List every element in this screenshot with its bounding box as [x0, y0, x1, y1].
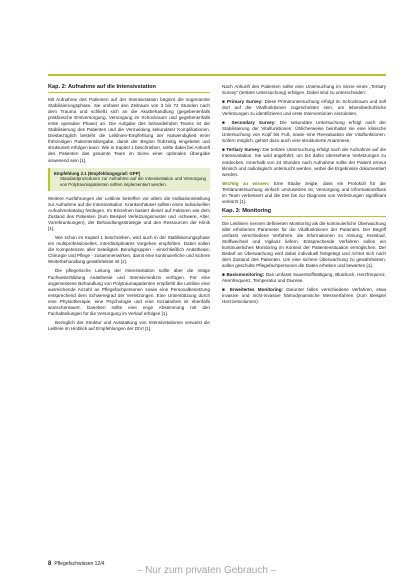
paragraph: Die Leitlinien nennen definierten Monitoring als die kontinuierliche Überwachung aller erhobenen Parameter für die Vitalfunktionen der Patienten. Der Begriff umfasst verschiedene Verfahren, die Informationen zu Atmung, Kreislauf, Stoffwechsel und Vigilanz liefern. Entsprechende Verfahren sollen ein kontinuierliches Monitoring im Kontext der Patientensituation ermöglichen. Der Bedarf an Überwachung wird dabei individuell festgelegt und richtet sich nach dem Zustand des Patienten. Um eine sichere Überwachung zu gewährleisten, sollen geschulte Pflegefachpersonen die Daten erheben und bewerten [1]. — [222, 220, 386, 269]
note-keyword: Wichtig zu wissen: — [222, 180, 270, 186]
recommendation-item: Standardprozeduren zur Aufnahme auf die Intensivstation und Versorgung von Polytraumapatienten sollten implementiert werden. — [60, 176, 206, 188]
paragraph: Die pflegerische Leitung der Intensivstation sollte über die nötige Fachweiterbildung Anästhesie und Intensivmedizin verfügen. Für eine angemessene Behandlung von Polytraumapatienten empfiehlt die Leitlinie eine ausreichende Anzahl an Pflegefachpersonen sowie eine Personalbesetzung entsprechend dem Schweregrad der Verletzungen. Eine Unterstützung durch eine Physiotherapie, eine Psychologie und eine Sozialarbeit ist ebenfalls wünschenswert. Daneben sollte eine enge Abstimmung mit den Fachabteilungen für die Versorgung im Verlauf erfolgen [1]. — [48, 268, 210, 316]
page-number: 8 — [48, 561, 52, 567]
list-item: ■ Secondary Survey: Die sekundäre Untersuchung erfolgt nach der Stabilisierung der Vitalfunktionen. Üblicherweise beinhaltet sie eine klinische Untersuchung von Kopf bis Fuß, sowie eine Reevaluation der Vitalfunktionen. Sofern möglich, gehört dazu auch eine strukturierte Anamnese. — [222, 120, 386, 144]
recommendation-title: Empfehlung 2.1 (Empfehlungsgrad: GPP) — [54, 170, 141, 176]
bullet-lead: Erweitertes Monitoring: — [229, 287, 284, 293]
top-accent-rule — [48, 74, 386, 76]
bullet-text: Die tertiäre Untersuchung erfolgt nach der Aufnahme auf die Intensivstation. Sie wird angeführt, um bis dahin übersehene Verletzungen zu entdecken. Innerhalb von 24 Stunden nach Aufnahme sollte der Patient erneut klinisch und radiologisch untersucht werden, wobei die Ergebnisse dokumentiert werden. — [222, 147, 387, 177]
section-heading-aufnahme: Kap. 2: Aufnahme auf die Intensivstation — [48, 84, 210, 93]
journal-name: Pflegefachwissen 12/4 — [54, 561, 105, 567]
important-note — [222, 181, 386, 205]
bullet-text: Darunter fallen verschiedene Verfahren, etwa invasive und nicht-invasive hämodynamische Messverfahren (zum Beispiel Herzzeitvolumen). — [222, 287, 386, 305]
paragraph: Weitere Ausführungen der Leitlinie betreffen vor allem die Indikationsstellung zur Aufnahme auf die Intensivstation. Krankenhäuser sollten einen individuellen Aufnahmekatalog festlegen. Im Einzelnen basiert dieser auf Faktoren wie dem Zustand des Patienten (zum Beispiel Verletzungsmuster und -schwere, Alter, Vorerkrankungen), der Behandlungsstrategie und den Ressourcen der Klinik [1]. — [48, 195, 210, 232]
list-item: ■ Primary Survey: Diese Primäruntersuchung erfolgt im Schockraum und soll dort auf die Vitalfunktionen zugeschnitten sein, um lebensbedrohliche Verletzungen zu identifizieren und erste Interventionen einzuleiten. — [222, 99, 386, 117]
bullet-lead: Secondary Survey: — [231, 120, 276, 126]
bullet-lead: Basismonitoring: — [226, 272, 265, 278]
paragraph: Bezüglich der Struktur und Ausstattung von Intensivstationen verweist die Leitlinie im Hinblick auf Empfehlungen der DIVI [1]. — [48, 319, 210, 331]
bullet-lead: Tertiary Survey: — [226, 147, 262, 153]
list-item: ■ Erweitertes Monitoring: Darunter fallen verschiedene Verfahren, etwa invasive und nicht-invasive hämodynamische Messverfahren (zum Beispiel Herzzeitvolumen). — [222, 287, 386, 305]
recommendation-box — [48, 168, 210, 191]
paragraph: Mit Aufnahme des Patienten auf der Intensivstation beginnt die sogenannte Stabilisierungsphase. Sie umfasst den Zeitraum von 3 bis 72 Stunden nach dem Trauma und schließt sich an die Akutbehandlung (gegebenenfalls präklinische Erstversorgung, Versorgung im Schockraum und gegebenenfalls erste operative Phase) an. Die Aufgabe des behandelnden Teams ist die Stabilisierung des Patienten und die Vermeidung sekundärer Komplikationen. Diesbezüglich besteht die Leitlinien-Empfehlung der Notwendigkeit einer frühzeitigen Patientenübergabe, damit der Beginn frühzeitig eingeleitet und strukturiert erfolgen kann. Wie in Kapitel 1 beschrieben, sollte dabei bei Ankunft des Patienten das gesamte Team im Sinne einer optimalen Übergabe anwesend sein [1]. — [48, 97, 210, 163]
watermark: – Nur zum privaten Gebrauch – — [136, 565, 277, 576]
section-heading-monitoring: Kap. 3: Monitoring — [222, 208, 386, 217]
right-column — [222, 84, 386, 309]
bullet-text: Diese Primäruntersuchung erfolgt im Schockraum und soll dort auf die Vitalfunktionen zugeschnitten sein, um lebensbedrohliche Verletzungen zu identifizieren und erste Interventionen einzuleiten. — [222, 99, 386, 117]
list-item: ■ Basismonitoring: Das umfasst Sauerstoffsättigung, Blutdruck, Herzfrequenz, Atemfrequenz, Temperatur und Diurese. — [222, 272, 386, 284]
paragraph: Wie schon im Kapitel 1 beschrieben, wird auch in der Stabilisierungsphase ein multiprofessionelles, interdisziplinäres Vorgehen empfohlen. Dabei sollen die Kompetenzen aller beteiligten Berufsgruppen - einschließlich Anästhesie, Chirurgie und Pflege - zusammenwirken, damit eine kontinuierliche und sichere Weiterbehandlung gewährleistet ist [1]. — [48, 235, 210, 265]
bullet-text: Die sekundäre Untersuchung erfolgt nach der Stabilisierung der Vitalfunktionen. Üblicherweise beinhaltet sie eine klinische Untersuchung von Kopf bis Fuß, sowie eine Reevaluation der Vitalfunktionen. Sofern möglich, gehört dazu auch eine strukturierte Anamnese. — [222, 120, 386, 144]
note-text: Eine Studie zeigte, dass ein Protokoll für die Tertiäruntersuchung einfach umzusetzen ist, Versorgung und Informationsfluss im Team verbessert und die Zeit bis zur Diagnose von Verletzungen signifikant verkürzt [1]. — [222, 180, 386, 204]
bullet-lead: Primary Survey: — [227, 99, 263, 105]
bullet-text: Das umfasst Sauerstoffsättigung, Blutdruck, Herzfrequenz, Atemfrequenz, Temperatur und Diurese. — [222, 272, 386, 284]
list-item: ■ Tertiary Survey: Die tertiäre Untersuchung erfolgt nach der Aufnahme auf die Intensivstation. Sie wird angeführt, um bis dahin übersehene Verletzungen zu entdecken. Innerhalb von 24 Stunden nach Aufnahme sollte der Patient erneut klinisch und radiologisch untersucht werden, wobei die Ergebnisse dokumentiert werden. — [222, 147, 387, 177]
left-column — [48, 84, 210, 335]
paragraph: Nach Ankunft des Patienten sollte eine Untersuchung im Sinne eines „Tertiary Survey“ (tertiäre Untersuchung) erfolgen. Dabei sind zu unterscheiden: — [222, 84, 386, 96]
